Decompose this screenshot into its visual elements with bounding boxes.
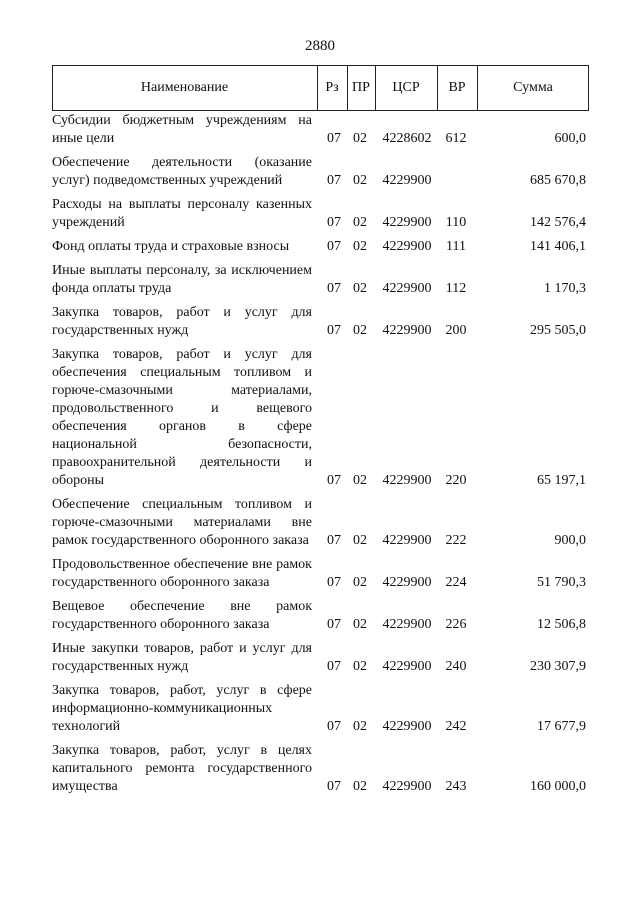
table-body (52, 112, 589, 802)
row-pr: 02 (353, 131, 367, 146)
row-vr: 200 (445, 323, 467, 338)
row-pr: 02 (353, 173, 367, 188)
row-rz: 07 (327, 323, 341, 338)
row-csr: 4229900 (382, 323, 432, 338)
row-vr: 612 (445, 131, 467, 146)
row-rz: 07 (327, 173, 341, 188)
row-vr: 220 (445, 473, 467, 488)
row-csr: 4228602 (382, 131, 432, 146)
row-pr: 02 (353, 533, 367, 548)
row-rz: 07 (327, 779, 341, 794)
row-vr: 110 (445, 215, 467, 230)
row-rz: 07 (327, 131, 341, 146)
row-sum: 12 506,8 (537, 617, 586, 632)
row-sum: 160 000,0 (530, 779, 586, 794)
row-name: Закупка товаров, работ, услуг в сфере информационно-коммуникационных технологий (52, 683, 312, 734)
row-pr: 02 (353, 719, 367, 734)
row-vr: 240 (445, 659, 467, 674)
row-rz: 07 (327, 281, 341, 296)
row-rz: 07 (327, 575, 341, 590)
header-csr: ЦСР (392, 80, 420, 95)
row-name: Фонд оплаты труда и страховые взносы (52, 239, 290, 254)
row-rz: 07 (327, 617, 341, 632)
row-pr: 02 (353, 779, 367, 794)
row-name: Обеспечение деятельности (оказание услуг) подведомственных учреждений (52, 155, 312, 188)
table-row (52, 304, 589, 340)
row-csr: 4229900 (382, 215, 432, 230)
row-name: Иные выплаты персоналу, за исключением фонда оплаты труда (52, 263, 312, 296)
row-rz: 07 (327, 533, 341, 548)
row-name: Расходы на выплаты персоналу казенных учреждений (52, 197, 312, 230)
row-vr: 224 (445, 575, 467, 590)
row-pr: 02 (353, 239, 367, 254)
row-pr: 02 (353, 473, 367, 488)
header-vr: ВР (448, 80, 466, 95)
row-sum: 600,0 (554, 131, 586, 146)
row-rz: 07 (327, 215, 341, 230)
table-row (52, 598, 589, 634)
row-name: Вещевое обеспечение вне рамок государственного оборонного заказа (52, 599, 312, 632)
row-rz: 07 (327, 659, 341, 674)
header-sum: Сумма (513, 80, 553, 95)
row-csr: 4229900 (382, 239, 432, 254)
row-sum: 141 406,1 (530, 239, 586, 254)
row-csr: 4229900 (382, 173, 432, 188)
row-vr: 242 (445, 719, 467, 734)
header-name: Наименование (140, 80, 229, 95)
row-pr: 02 (353, 323, 367, 338)
row-rz: 07 (327, 473, 341, 488)
row-sum: 51 790,3 (537, 575, 586, 590)
row-name: Обеспечение специальным топливом и горюче-смазочными материалами вне рамок государственного оборонного заказа (52, 497, 312, 548)
row-vr: 226 (445, 617, 467, 632)
table-row (52, 682, 589, 736)
row-sum: 65 197,1 (537, 473, 586, 488)
row-name: Продовольственное обеспечение вне рамок государственного оборонного заказа (52, 557, 312, 590)
header-pr: ПР (352, 80, 370, 95)
row-pr: 02 (353, 215, 367, 230)
table-row (52, 742, 589, 796)
row-csr: 4229900 (382, 779, 432, 794)
row-vr: 112 (445, 281, 467, 296)
row-vr: 243 (445, 779, 467, 794)
row-pr: 02 (353, 659, 367, 674)
row-sum: 685 670,8 (530, 173, 586, 188)
table-row (52, 496, 589, 550)
row-pr: 02 (353, 281, 367, 296)
row-vr: 111 (446, 239, 466, 254)
row-sum: 230 307,9 (530, 659, 586, 674)
row-csr: 4229900 (382, 659, 432, 674)
row-csr: 4229900 (382, 473, 432, 488)
table-row (52, 112, 589, 148)
row-vr: 222 (445, 533, 467, 548)
table-header (52, 65, 589, 111)
row-sum: 295 505,0 (530, 323, 586, 338)
row-name: Закупка товаров, работ, услуг в целях капитального ремонта государственного имущества (52, 743, 312, 794)
row-csr: 4229900 (382, 719, 432, 734)
row-name: Закупка товаров, работ и услуг для обеспечения специальным топливом и горюче-смазочными материалами, продовольственного и вещевого обеспечения органов в сфере национальной безопасности, правоохранительной деятельности и обороны (52, 347, 312, 488)
page-number: 2880 (305, 38, 335, 54)
row-csr: 4229900 (382, 533, 432, 548)
table-row (52, 196, 589, 232)
row-sum: 900,0 (554, 533, 586, 548)
table-row (52, 346, 589, 490)
row-rz: 07 (327, 719, 341, 734)
table-row (52, 154, 589, 190)
row-sum: 142 576,4 (530, 215, 586, 230)
row-pr: 02 (353, 575, 367, 590)
row-name: Иные закупки товаров, работ и услуг для государственных нужд (52, 641, 312, 674)
table-row (52, 238, 589, 256)
table-row (52, 640, 589, 676)
row-pr: 02 (353, 617, 367, 632)
row-sum: 17 677,9 (537, 719, 586, 734)
row-name: Субсидии бюджетным учреждениям на иные цели (52, 113, 312, 146)
row-csr: 4229900 (382, 281, 432, 296)
header-rz: Рз (325, 80, 339, 95)
table-row (52, 556, 589, 592)
row-csr: 4229900 (382, 617, 432, 632)
table-row (52, 262, 589, 298)
row-csr: 4229900 (382, 575, 432, 590)
row-rz: 07 (327, 239, 341, 254)
row-name: Закупка товаров, работ и услуг для государственных нужд (52, 305, 312, 338)
row-sum: 1 170,3 (544, 281, 586, 296)
